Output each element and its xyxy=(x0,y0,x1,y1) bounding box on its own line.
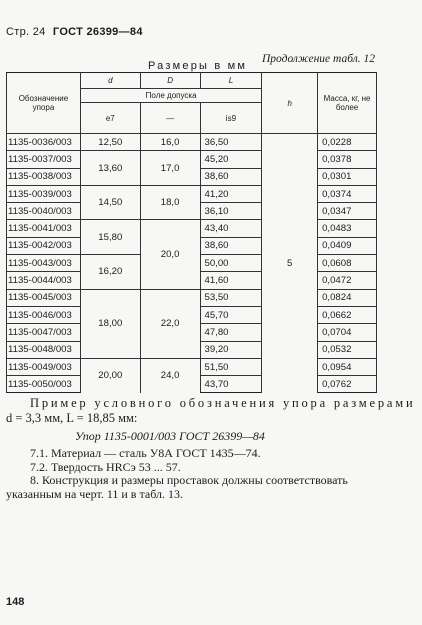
row-L: 38,60 xyxy=(200,168,262,185)
row-code: 1135-0041/003 xyxy=(7,220,81,237)
page-label: Стр. 24 xyxy=(6,26,46,38)
row-mass: 0,0824 xyxy=(318,289,377,306)
row-code: 1135-0038/003 xyxy=(7,168,81,185)
row-D: 20,0 xyxy=(140,220,200,289)
row-code: 1135-0044/003 xyxy=(7,272,81,289)
row-mass: 0,0347 xyxy=(318,203,377,220)
row-mass: 0,0228 xyxy=(318,134,377,151)
row-code: 1135-0042/003 xyxy=(7,237,81,254)
row-d: 12,50 xyxy=(80,134,140,151)
row-mass: 0,0374 xyxy=(318,185,377,202)
row-code: 1135-0050/003 xyxy=(7,376,81,393)
item-material: 7.1. Материал — сталь У8А ГОСТ 1435—74. xyxy=(30,446,261,460)
row-code: 1135-0036/003 xyxy=(7,134,81,151)
row-mass: 0,0483 xyxy=(318,220,377,237)
row-code: 1135-0045/003 xyxy=(7,289,81,306)
row-L: 43,70 xyxy=(200,376,262,393)
row-mass: 0,0704 xyxy=(318,324,377,341)
row-mass: 0,0532 xyxy=(318,341,377,358)
row-code: 1135-0040/003 xyxy=(7,203,81,220)
row-code: 1135-0039/003 xyxy=(7,185,81,202)
row-L: 45,20 xyxy=(200,151,262,168)
row-d: 13,60 xyxy=(80,151,140,186)
row-code: 1135-0046/003 xyxy=(7,306,81,323)
row-mass: 0,0378 xyxy=(318,151,377,168)
row-L: 36,10 xyxy=(200,203,262,220)
row-L: 39,20 xyxy=(200,341,262,358)
dimensions-table xyxy=(6,72,377,393)
row-L: 41,60 xyxy=(200,272,262,289)
row-code: 1135-0049/003 xyxy=(7,358,81,375)
row-D: 18,0 xyxy=(140,185,200,220)
row-mass: 0,0301 xyxy=(318,168,377,185)
item-design-cont: указанным на черт. 11 и в табл. 13. xyxy=(6,486,183,501)
header-designation: Обозначение упора xyxy=(7,73,81,134)
header-D: D xyxy=(140,73,200,89)
tol-D: — xyxy=(140,103,200,134)
example-designation: Упор 1135-0001/003 ГОСТ 26399—84 xyxy=(75,429,265,443)
row-L: 36,50 xyxy=(200,134,262,151)
page-number: 148 xyxy=(6,596,25,608)
row-code: 1135-0048/003 xyxy=(7,341,81,358)
example-paragraph xyxy=(6,396,418,426)
dimensions-title: Размеры в мм xyxy=(148,60,248,72)
header-d: d xyxy=(80,73,140,89)
row-code: 1135-0043/003 xyxy=(7,255,81,272)
row-code: 1135-0047/003 xyxy=(7,324,81,341)
header-tolerance: Поле допуска xyxy=(80,89,261,103)
header-mass: Масса, кг, не более xyxy=(318,73,377,134)
row-mass: 0,0762 xyxy=(318,376,377,393)
example-intro: Пример условного обозначения упора размерами xyxy=(30,396,416,410)
row-L: 50,00 xyxy=(200,255,262,272)
page-header xyxy=(6,26,143,38)
tol-d: е7 xyxy=(80,103,140,134)
row-D: 17,0 xyxy=(140,151,200,186)
cell-h: 5 xyxy=(262,134,318,393)
row-D: 24,0 xyxy=(140,358,200,393)
row-D: 22,0 xyxy=(140,289,200,358)
header-h: h xyxy=(262,73,318,134)
requirements-list xyxy=(6,447,418,501)
row-d: 14,50 xyxy=(80,185,140,220)
row-L: 45,70 xyxy=(200,306,262,323)
row-mass: 0,0409 xyxy=(318,237,377,254)
example-dimensions: d = 3,3 мм, L = 18,85 мм: xyxy=(6,411,138,425)
row-d: 16,20 xyxy=(80,255,140,290)
row-mass: 0,0954 xyxy=(318,358,377,375)
row-mass: 0,0472 xyxy=(318,272,377,289)
header-L: L xyxy=(200,73,262,89)
row-L: 53,50 xyxy=(200,289,262,306)
row-d: 20,00 xyxy=(80,358,140,393)
row-L: 41,20 xyxy=(200,185,262,202)
item-design: 8. Конструкция и размеры проставок должны соответствовать xyxy=(30,473,348,487)
row-L: 47,80 xyxy=(200,324,262,341)
standard-code: ГОСТ 26399—84 xyxy=(52,26,143,38)
row-L: 43,40 xyxy=(200,220,262,237)
item-hardness: 7.2. Твердость HRCэ 53 ... 57. xyxy=(30,459,181,474)
table-continuation-label: Продолжение табл. 12 xyxy=(262,53,375,65)
row-d: 18,00 xyxy=(80,289,140,358)
row-mass: 0,0608 xyxy=(318,255,377,272)
row-L: 51,50 xyxy=(200,358,262,375)
row-d: 15,80 xyxy=(80,220,140,255)
row-L: 38,60 xyxy=(200,237,262,254)
row-code: 1135-0037/003 xyxy=(7,151,81,168)
row-D: 16,0 xyxy=(140,134,200,151)
row-mass: 0,0662 xyxy=(318,306,377,323)
tol-L: is9 xyxy=(200,103,262,134)
